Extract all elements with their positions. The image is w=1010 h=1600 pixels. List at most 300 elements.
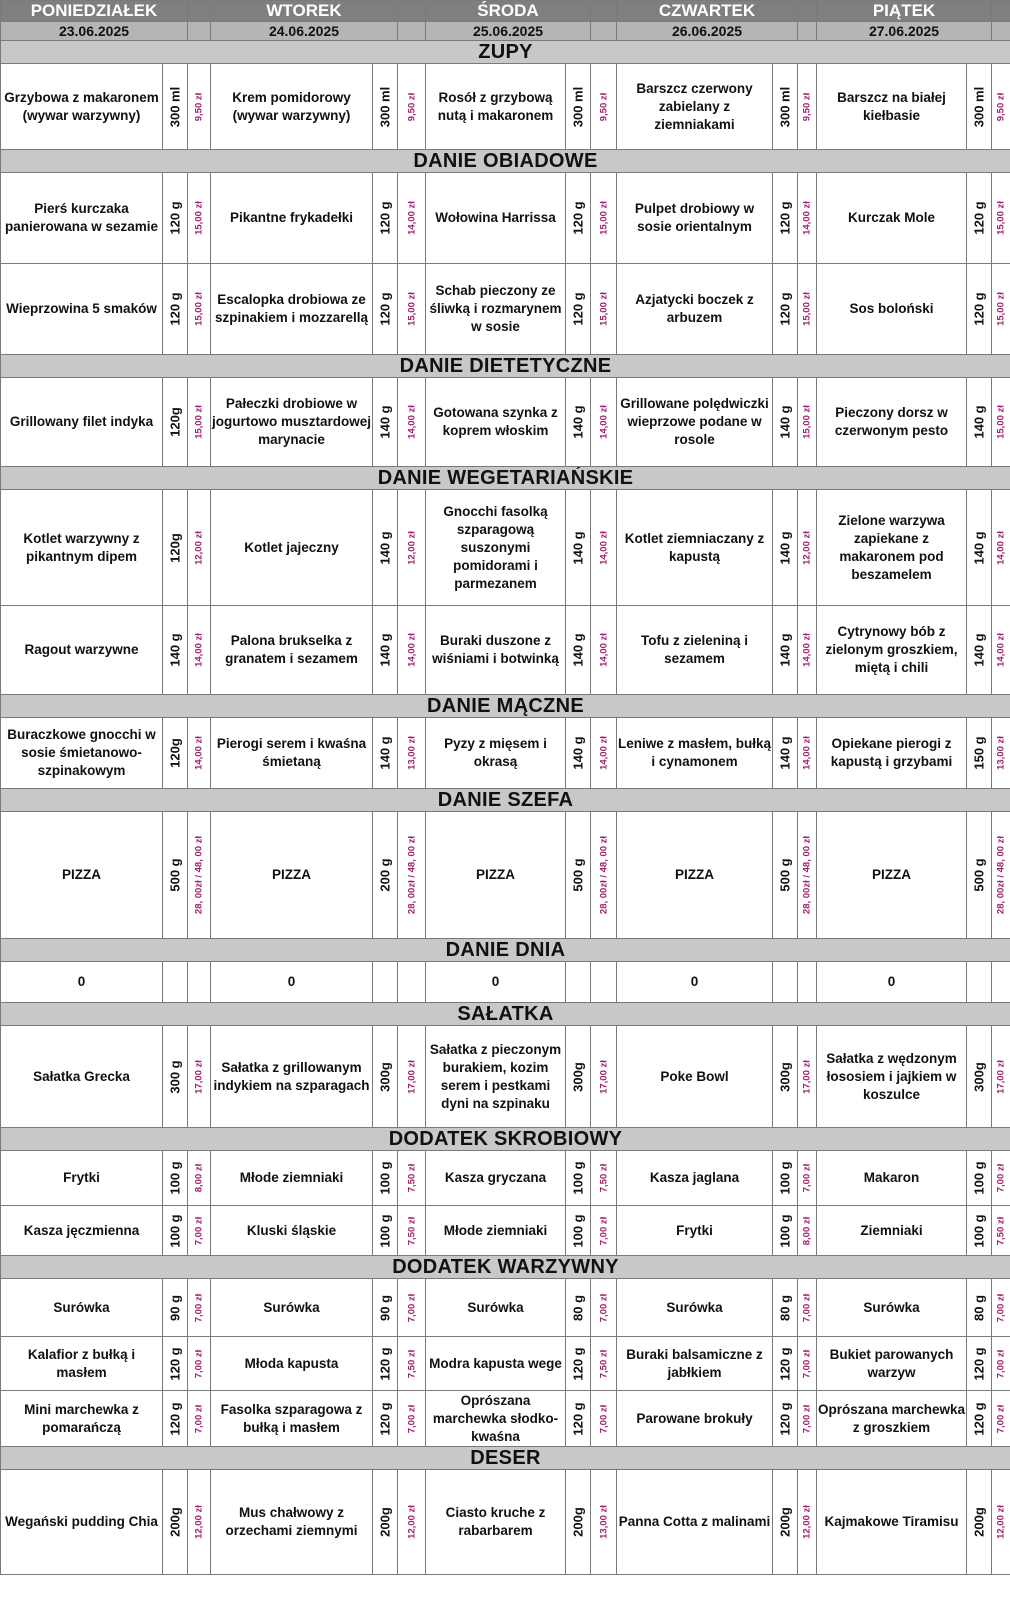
dish-weight: 120 g <box>570 292 586 326</box>
dish-weight-cell <box>967 1026 992 1128</box>
dish-weight-cell <box>773 1337 798 1391</box>
dish-name: Pierogi serem i kwaśna śmietaną <box>211 718 373 789</box>
dish-name: Młoda kapusta <box>211 1337 373 1391</box>
dish-price: 7,00 zł <box>995 1163 1007 1193</box>
dish-name: Gnocchi fasolką szparagową suszonymi pomidorami i parmezanem <box>426 490 566 606</box>
dish-weight-cell <box>773 718 798 789</box>
dish-price-cell <box>798 1279 817 1337</box>
dish-weight: 140 g <box>377 633 393 667</box>
dish-name: Kasza jaglana <box>617 1151 773 1206</box>
dish-price: 7,00 zł <box>801 1293 813 1322</box>
dish-price-cell <box>798 64 817 150</box>
dish-price-cell <box>398 1391 426 1447</box>
dish-price: 7,00 zł <box>406 1293 417 1322</box>
dish-weight-cell <box>967 1470 992 1575</box>
dish-price-cell <box>591 1391 617 1447</box>
dish-weight: 140 g <box>971 633 987 667</box>
dish-price: 7,00 zł <box>193 1404 205 1433</box>
dish-name: Pyzy z mięsem i okrasą <box>426 718 566 789</box>
dish-price-cell <box>188 606 211 695</box>
dish-price: 15,00 zł <box>801 292 813 326</box>
dish-price-cell <box>992 1206 1010 1256</box>
dish-weight: 200g <box>377 1507 393 1537</box>
dish-weight-cell <box>163 1026 188 1128</box>
dish-price-cell <box>992 378 1010 467</box>
dish-weight: 300 ml <box>570 86 586 127</box>
dish-weight: 300 ml <box>971 86 987 127</box>
dish-price-cell <box>188 1151 211 1206</box>
dish-price-cell <box>591 64 617 150</box>
dish-name: Surówka <box>211 1279 373 1337</box>
dish-price: 7,00 zł <box>598 1216 609 1245</box>
dish-weight-cell <box>566 1206 591 1256</box>
dish-price-cell <box>992 1337 1010 1391</box>
dish-weight-cell <box>373 718 398 789</box>
dish-name: PIZZA <box>617 812 773 939</box>
dish-weight: 300 ml <box>777 86 793 127</box>
dish-price-cell <box>398 1470 426 1575</box>
dish-price-cell <box>591 264 617 355</box>
dish-price-cell <box>798 812 817 939</box>
dish-weight-cell <box>967 1337 992 1391</box>
dish-weight: 80 g <box>570 1294 586 1321</box>
dish-price-cell <box>398 1279 426 1337</box>
dish-name: Barszcz na białej kiełbasie <box>817 64 967 150</box>
dish-weight-cell <box>773 1279 798 1337</box>
dish-price: 13,00 zł <box>995 736 1007 770</box>
dish-name: PIZZA <box>817 812 967 939</box>
dish-name: Barszcz czerwony zabielany z ziemniakami <box>617 64 773 150</box>
menu-row <box>1 1026 1010 1128</box>
dish-price: 17,00 zł <box>193 1059 205 1094</box>
date-header-spacer <box>188 22 211 41</box>
dish-name: Fasolka szparagowa z bułką i masłem <box>211 1391 373 1447</box>
dish-price: 14,00 zł <box>598 736 609 770</box>
dish-weight: 120g <box>167 738 183 768</box>
dish-weight-cell <box>373 64 398 150</box>
dish-weight: 140 g <box>570 633 586 667</box>
section-header-row <box>1 41 1010 64</box>
dish-weight: 120 g <box>377 1401 393 1436</box>
dish-price: 7,00 zł <box>193 1349 205 1378</box>
dish-weight-cell <box>163 1470 188 1575</box>
dish-price: 14,00 zł <box>598 633 609 667</box>
dish-weight: 100 g <box>377 1213 393 1248</box>
dish-price: 17,00 zł <box>598 1059 609 1094</box>
dish-price: 7,50 zł <box>995 1216 1007 1245</box>
dish-name: Kurczak Mole <box>817 173 967 264</box>
dish-name: Pierś kurczaka panierowana w sezamie <box>1 173 163 264</box>
dish-name: 0 <box>617 962 773 1003</box>
dish-weight-cell <box>967 264 992 355</box>
dish-weight: 300g <box>777 1061 793 1092</box>
dish-weight-cell <box>967 962 992 1003</box>
dish-weight: 140 g <box>570 736 586 770</box>
dish-weight: 200 g <box>377 858 393 892</box>
dish-weight: 140 g <box>570 530 586 565</box>
dish-price-cell <box>188 1206 211 1256</box>
section-header-row <box>1 789 1010 812</box>
dish-weight: 90 g <box>377 1294 393 1321</box>
dish-price: 15,00 zł <box>193 405 205 439</box>
dish-price-cell <box>591 173 617 264</box>
day-date: 26.06.2025 <box>617 22 798 41</box>
dish-name: Parowane brokuły <box>617 1391 773 1447</box>
section-header-row <box>1 939 1010 962</box>
dish-price-cell <box>992 1151 1010 1206</box>
dish-price: 17,00 zł <box>406 1059 417 1094</box>
dish-price: 12,00 zł <box>801 530 813 565</box>
day-name: ŚRODA <box>426 1 591 22</box>
dish-name: Pikantne frykadełki <box>211 173 373 264</box>
dish-weight: 140 g <box>570 405 586 439</box>
dish-name: Pulpet drobiowy w sosie orientalnym <box>617 173 773 264</box>
dish-price: 14,00 zł <box>995 633 1007 667</box>
dish-weight: 300 ml <box>167 86 183 127</box>
dish-name: Ziemniaki <box>817 1206 967 1256</box>
dish-price: 7,50 zł <box>406 1349 417 1378</box>
dish-price-cell <box>992 490 1010 606</box>
dish-weight-cell <box>967 1151 992 1206</box>
dish-price-cell <box>591 378 617 467</box>
dish-price-cell <box>798 264 817 355</box>
dish-weight-cell <box>773 1206 798 1256</box>
dish-price: 7,50 zł <box>598 1163 609 1193</box>
dish-weight: 120 g <box>971 201 987 235</box>
day-name: PONIEDZIAŁEK <box>1 1 188 22</box>
dish-weight-cell <box>773 490 798 606</box>
dish-weight: 140 g <box>377 736 393 770</box>
dish-name: Frytki <box>617 1206 773 1256</box>
dish-weight-cell <box>566 812 591 939</box>
dish-price-cell <box>188 264 211 355</box>
dish-weight: 120 g <box>777 1346 793 1381</box>
dish-price: 12,00 zł <box>406 530 417 565</box>
dish-price: 15,00 zł <box>995 292 1007 326</box>
menu-row <box>1 718 1010 789</box>
dish-price: 7,00 zł <box>801 1404 813 1433</box>
dish-name: Kluski śląskie <box>211 1206 373 1256</box>
dish-name: Cytrynowy bób z zielonym groszkiem, miętą i chili <box>817 606 967 695</box>
dish-weight: 120 g <box>377 292 393 326</box>
dish-weight-cell <box>373 1337 398 1391</box>
dish-weight-cell <box>373 378 398 467</box>
dish-weight-cell <box>163 812 188 939</box>
dish-weight-cell <box>163 1151 188 1206</box>
dish-name: Rosół z grzybową nutą i makaronem <box>426 64 566 150</box>
dish-name: Kasza jęczmienna <box>1 1206 163 1256</box>
dish-price-cell <box>992 1026 1010 1128</box>
dish-price-cell <box>398 264 426 355</box>
section-header-row <box>1 1003 1010 1026</box>
dish-price: 28, 00zł / 48, 00 zł <box>406 835 417 915</box>
dish-price-cell <box>992 64 1010 150</box>
dish-weight: 100 g <box>570 1213 586 1248</box>
dish-price-cell <box>398 64 426 150</box>
dish-weight-cell <box>163 718 188 789</box>
dish-weight-cell <box>373 1151 398 1206</box>
dish-weight: 120g <box>167 532 183 563</box>
dish-name: Grillowany filet indyka <box>1 378 163 467</box>
dish-price-cell <box>188 64 211 150</box>
dish-price: 9,50 zł <box>406 92 417 121</box>
dish-price-cell <box>992 1391 1010 1447</box>
section-title: SAŁATKA <box>1 1003 1010 1026</box>
dish-weight-cell <box>566 64 591 150</box>
dish-name: Pieczony dorsz w czerwonym pesto <box>817 378 967 467</box>
dish-weight: 120 g <box>377 1346 393 1381</box>
dish-price: 14,00 zł <box>193 736 205 770</box>
dish-weight-cell <box>773 378 798 467</box>
menu-row <box>1 606 1010 695</box>
dish-weight: 120 g <box>777 201 793 235</box>
dish-name: Kalafior z bułką i masłem <box>1 1337 163 1391</box>
dish-price-cell <box>798 606 817 695</box>
dish-name: Opiekane pierogi z kapustą i grzybami <box>817 718 967 789</box>
day-name: WTOREK <box>211 1 398 22</box>
dish-weight: 80 g <box>777 1294 793 1321</box>
dish-weight-cell <box>163 1337 188 1391</box>
dish-price: 14,00 zł <box>995 530 1007 565</box>
dish-name: Kasza gryczana <box>426 1151 566 1206</box>
dish-price-cell <box>188 1026 211 1128</box>
dish-price: 15,00 zł <box>598 201 609 235</box>
dish-price: 15,00 zł <box>995 405 1007 439</box>
date-header-spacer <box>992 22 1010 41</box>
dish-weight-cell <box>566 718 591 789</box>
dish-weight-cell <box>967 606 992 695</box>
section-header-row <box>1 695 1010 718</box>
dish-name: Wegański pudding Chia <box>1 1470 163 1575</box>
dish-weight-cell <box>967 812 992 939</box>
dish-weight-cell <box>773 1391 798 1447</box>
menu-row <box>1 1279 1010 1337</box>
dish-name: Sałatka z pieczonym burakiem, kozim serem i pestkami dyni na szpinaku <box>426 1026 566 1128</box>
dish-weight-cell <box>373 812 398 939</box>
dish-weight-cell <box>373 1470 398 1575</box>
section-header-row <box>1 467 1010 490</box>
dish-price-cell <box>398 718 426 789</box>
dish-price: 14,00 zł <box>801 736 813 770</box>
dish-weight: 140 g <box>377 530 393 565</box>
dish-name: Kotlet ziemniaczany z kapustą <box>617 490 773 606</box>
dish-name: Młode ziemniaki <box>211 1151 373 1206</box>
section-header-row <box>1 1447 1010 1470</box>
section-title: DODATEK SKROBIOWY <box>1 1128 1010 1151</box>
dish-price-cell <box>398 173 426 264</box>
dish-weight-cell <box>566 1470 591 1575</box>
dish-weight: 80 g <box>971 1294 987 1321</box>
dish-price-cell <box>591 1470 617 1575</box>
dish-weight-cell <box>163 264 188 355</box>
dish-weight-cell <box>163 962 188 1003</box>
day-header-spacer <box>188 1 211 22</box>
dish-weight: 140 g <box>377 405 393 439</box>
day-header-row <box>1 1 1010 22</box>
dish-name: Buraki duszone z wiśniami i botwinką <box>426 606 566 695</box>
dish-weight-cell <box>373 1206 398 1256</box>
menu-row <box>1 490 1010 606</box>
dish-name: PIZZA <box>211 812 373 939</box>
dish-price-cell <box>188 1470 211 1575</box>
dish-weight: 300g <box>971 1061 987 1092</box>
section-title: DANIE OBIADOWE <box>1 150 1010 173</box>
dish-price-cell <box>992 1279 1010 1337</box>
dish-price: 9,50 zł <box>995 92 1007 121</box>
day-header-spacer <box>591 1 617 22</box>
dish-weight: 300 g <box>167 1059 183 1094</box>
dish-price-cell <box>398 1337 426 1391</box>
dish-weight: 500 g <box>777 858 793 892</box>
dish-price-cell <box>591 812 617 939</box>
dish-name: Zielone warzywa zapiekane z makaronem pod beszamelem <box>817 490 967 606</box>
dish-price: 14,00 zł <box>406 201 417 235</box>
dish-weight: 100 g <box>167 1161 183 1195</box>
dish-name: Ragout warzywne <box>1 606 163 695</box>
dish-price: 7,00 zł <box>995 1293 1007 1322</box>
dish-price-cell <box>188 1391 211 1447</box>
dish-weight: 300 ml <box>377 86 393 127</box>
section-title: DODATEK WARZYWNY <box>1 1256 1010 1279</box>
dish-name: Oprószana marchewka słodko-kwaśna <box>426 1391 566 1447</box>
dish-weight-cell <box>373 606 398 695</box>
dish-price: 13,00 zł <box>406 736 417 770</box>
dish-name: 0 <box>211 962 373 1003</box>
dish-price: 15,00 zł <box>801 405 813 439</box>
dish-price: 28, 00zł / 48, 00 zł <box>801 835 813 915</box>
dish-price: 9,50 zł <box>801 92 813 121</box>
dish-weight: 500 g <box>570 858 586 892</box>
day-date: 23.06.2025 <box>1 22 188 41</box>
dish-weight: 100 g <box>971 1213 987 1248</box>
day-header-spacer <box>798 1 817 22</box>
dish-weight-cell <box>967 1279 992 1337</box>
section-title: DANIE MĄCZNE <box>1 695 1010 718</box>
section-header-row <box>1 1256 1010 1279</box>
dish-price-cell <box>591 1206 617 1256</box>
dish-price-cell <box>591 1279 617 1337</box>
day-name: PIĄTEK <box>817 1 992 22</box>
dish-price: 15,00 zł <box>598 292 609 326</box>
dish-price: 14,00 zł <box>406 405 417 439</box>
dish-name: Młode ziemniaki <box>426 1206 566 1256</box>
dish-weight-cell <box>967 64 992 150</box>
dish-name: Azjatycki boczek z arbuzem <box>617 264 773 355</box>
dish-weight-cell <box>373 264 398 355</box>
dish-weight-cell <box>967 378 992 467</box>
dish-name: Grillowane polędwiczki wieprzowe podane w rosole <box>617 378 773 467</box>
dish-price-cell <box>992 1470 1010 1575</box>
dish-price-cell <box>798 1337 817 1391</box>
dish-name: Wołowina Harrissa <box>426 173 566 264</box>
dish-name: Gotowana szynka z koprem włoskim <box>426 378 566 467</box>
dish-price: 7,00 zł <box>193 1293 205 1322</box>
section-header-row <box>1 355 1010 378</box>
dish-price: 7,00 zł <box>598 1404 609 1433</box>
dish-price-cell <box>398 606 426 695</box>
dish-weight: 120 g <box>570 201 586 235</box>
dish-name: Kajmakowe Tiramisu <box>817 1470 967 1575</box>
dish-name: Surówka <box>617 1279 773 1337</box>
dish-weight: 120 g <box>167 1346 183 1381</box>
dish-price: 14,00 zł <box>801 633 813 667</box>
dish-price-cell <box>398 1026 426 1128</box>
dish-price-cell <box>188 962 211 1003</box>
dish-price: 28, 00zł / 48, 00 zł <box>995 835 1007 915</box>
dish-price: 15,00 zł <box>995 201 1007 235</box>
dish-name: 0 <box>1 962 163 1003</box>
dish-weight: 120 g <box>377 201 393 235</box>
dish-weight-cell <box>967 1391 992 1447</box>
dish-price-cell <box>798 173 817 264</box>
dish-weight-cell <box>773 1026 798 1128</box>
dish-weight-cell <box>163 378 188 467</box>
dish-weight: 120 g <box>167 201 183 235</box>
dish-weight-cell <box>373 1391 398 1447</box>
dish-price-cell <box>992 962 1010 1003</box>
dish-weight: 120g <box>167 407 183 437</box>
dish-weight: 100 g <box>167 1213 183 1248</box>
section-title: DANIE DNIA <box>1 939 1010 962</box>
dish-name: 0 <box>426 962 566 1003</box>
dish-name: Buraczkowe gnocchi w sosie śmietanowo-szpinakowym <box>1 718 163 789</box>
dish-price: 12,00 zł <box>801 1505 813 1539</box>
dish-weight-cell <box>773 812 798 939</box>
dish-weight: 300g <box>377 1061 393 1092</box>
dish-name: Leniwe z masłem, bułką i cynamonem <box>617 718 773 789</box>
dish-price-cell <box>798 962 817 1003</box>
dish-name: Krem pomidorowy (wywar warzywny) <box>211 64 373 150</box>
day-date: 27.06.2025 <box>817 22 992 41</box>
dish-weight: 140 g <box>971 405 987 439</box>
dish-price-cell <box>188 1279 211 1337</box>
dish-weight-cell <box>967 1206 992 1256</box>
dish-price: 9,50 zł <box>598 92 609 121</box>
dish-price: 14,00 zł <box>406 633 417 667</box>
dish-weight: 200g <box>777 1507 793 1537</box>
dish-name: Mus chałwowy z orzechami ziemnymi <box>211 1470 373 1575</box>
dish-price-cell <box>398 1206 426 1256</box>
dish-price: 8,00 zł <box>193 1163 205 1193</box>
dish-price-cell <box>591 1151 617 1206</box>
menu-row <box>1 1206 1010 1256</box>
dish-price-cell <box>188 490 211 606</box>
dish-weight-cell <box>967 490 992 606</box>
dish-weight: 100 g <box>377 1161 393 1195</box>
dish-price: 7,00 zł <box>406 1404 417 1433</box>
dish-price-cell <box>798 378 817 467</box>
dish-price: 7,50 zł <box>406 1163 417 1193</box>
dish-weight-cell <box>163 606 188 695</box>
dish-price: 12,00 zł <box>193 1505 205 1539</box>
dish-weight-cell <box>566 378 591 467</box>
dish-weight-cell <box>773 606 798 695</box>
dish-name: Schab pieczony ze śliwką i rozmarynem w sosie <box>426 264 566 355</box>
dish-price: 28, 00zł / 48, 00 zł <box>598 835 609 915</box>
dish-weight: 100 g <box>971 1161 987 1195</box>
dish-price-cell <box>188 812 211 939</box>
dish-name: Bukiet parowanych warzyw <box>817 1337 967 1391</box>
dish-price-cell <box>992 718 1010 789</box>
dish-weight-cell <box>773 1470 798 1575</box>
dish-weight: 120 g <box>971 292 987 326</box>
section-title: DANIE WEGETARIAŃSKIE <box>1 467 1010 490</box>
dish-weight-cell <box>373 173 398 264</box>
dish-name: Frytki <box>1 1151 163 1206</box>
section-title: ZUPY <box>1 41 1010 64</box>
day-date: 24.06.2025 <box>211 22 398 41</box>
dish-weight: 140 g <box>777 633 793 667</box>
